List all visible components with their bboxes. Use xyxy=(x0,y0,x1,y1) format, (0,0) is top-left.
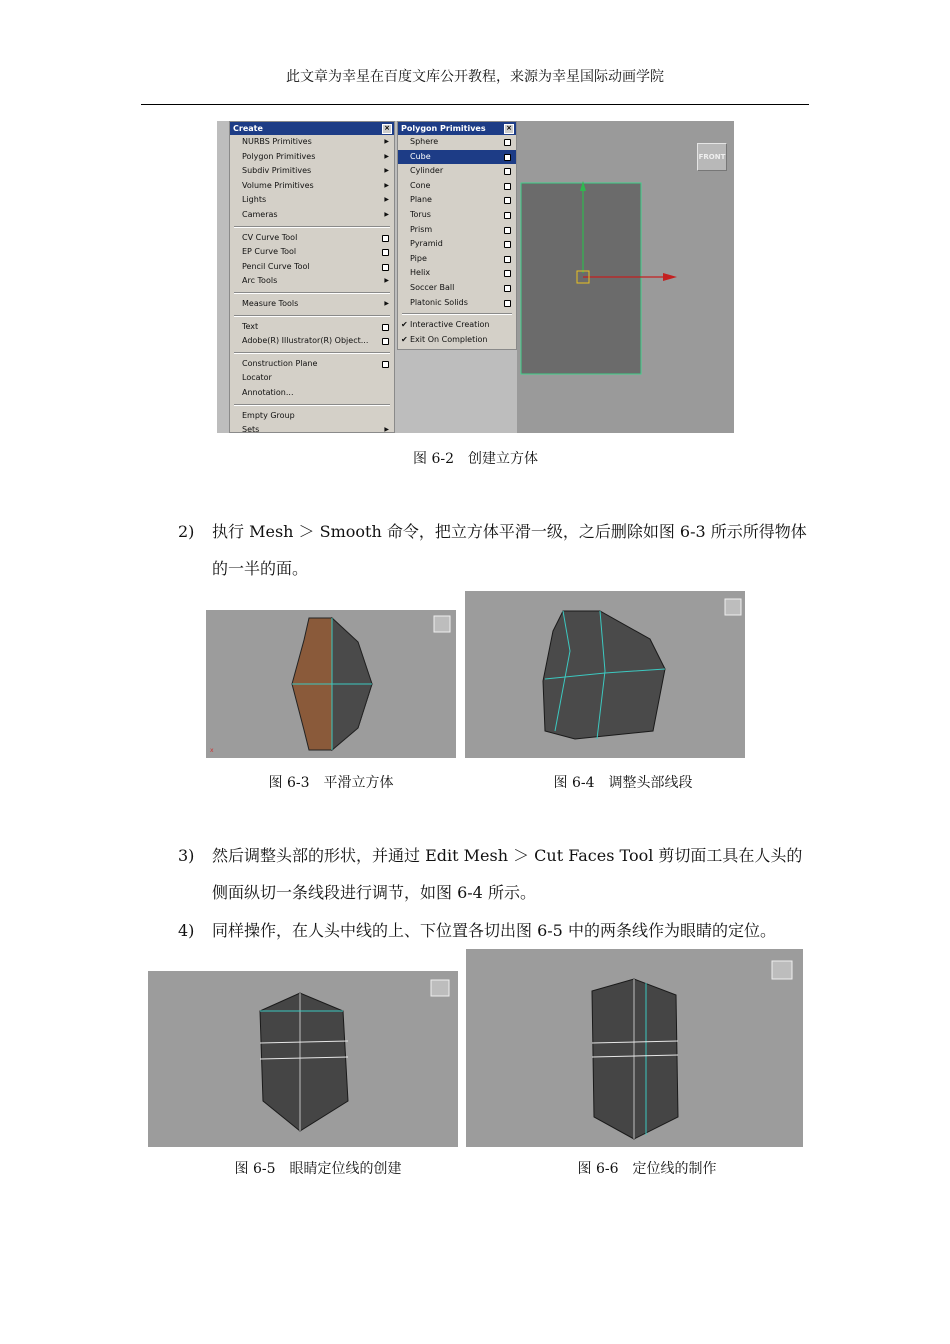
menu-item-label: Cylinder xyxy=(410,166,444,176)
polygon-menu-title xyxy=(398,122,516,135)
menu-item-label: Pencil Curve Tool xyxy=(242,261,310,271)
figure-6-5-screenshot xyxy=(148,971,458,1147)
submenu-arrow-icon: ▶ xyxy=(384,138,389,145)
polygon-menu-title-text: Polygon Primitives xyxy=(401,124,486,133)
figure-6-2-screenshot xyxy=(217,121,734,433)
figure-6-6-caption: 图 6-6 定位线的制作 xyxy=(577,1161,717,1177)
cube-front-view xyxy=(517,121,734,433)
smoothed-cube-render xyxy=(206,610,456,758)
menu-item-label: Cone xyxy=(410,180,431,190)
polygon-menu-check-item[interactable] xyxy=(398,333,516,348)
menu-item-label: Text xyxy=(242,321,259,331)
menu-item-label: Lights xyxy=(242,195,267,205)
submenu-arrow-icon: ▶ xyxy=(384,181,389,189)
option-box-icon[interactable] xyxy=(382,235,389,242)
menu-item-label: Prism xyxy=(410,224,433,234)
polygon-menu-item[interactable] xyxy=(398,208,516,223)
create-menu-title-text: Create xyxy=(233,124,263,133)
figure-6-6-screenshot xyxy=(466,949,803,1147)
menu-item-label: Annotation... xyxy=(242,387,294,397)
menu-separator xyxy=(402,313,512,315)
step-4-number: 4) xyxy=(178,921,195,940)
close-icon[interactable]: × xyxy=(504,124,514,134)
menu-item-label: Volume Primitives xyxy=(242,180,314,190)
figure-6-3-caption: 图 6-3 平滑立方体 xyxy=(268,775,394,791)
menu-item-label: Interactive Creation xyxy=(410,320,490,330)
create-menu-item[interactable] xyxy=(230,274,394,289)
polygon-menu-item[interactable] xyxy=(398,135,516,150)
polygon-menu-item[interactable] xyxy=(398,296,516,311)
menu-item-label: CV Curve Tool xyxy=(242,232,298,242)
checkmark-icon: ✔ xyxy=(401,334,408,344)
menu-item-label: NURBS Primitives xyxy=(242,137,312,146)
polygon-menu-item[interactable] xyxy=(398,281,516,296)
create-menu-item[interactable] xyxy=(230,193,394,208)
option-box-icon[interactable] xyxy=(504,256,511,263)
option-box-icon[interactable] xyxy=(504,168,511,175)
create-menu-item[interactable] xyxy=(230,386,394,401)
menu-item-label: Adobe(R) Illustrator(R) Object... xyxy=(242,336,369,346)
front-viewport xyxy=(517,121,734,433)
menu-item-label: EP Curve Tool xyxy=(242,247,297,257)
menu-item-label: Exit On Completion xyxy=(410,334,488,344)
create-menu-item[interactable] xyxy=(230,320,394,335)
option-box-icon[interactable] xyxy=(504,139,511,146)
submenu-arrow-icon: ▶ xyxy=(384,152,389,160)
menu-item-label: Soccer Ball xyxy=(410,282,455,292)
menu-item-label: Measure Tools xyxy=(242,298,299,308)
menu-item-label: Cameras xyxy=(242,209,278,219)
submenu-arrow-icon: ▶ xyxy=(384,196,389,204)
create-menu-item[interactable] xyxy=(230,297,394,312)
option-box-icon[interactable] xyxy=(382,338,389,345)
option-box-icon[interactable] xyxy=(504,227,511,234)
polygon-menu-item[interactable] xyxy=(398,150,516,165)
adjusted-head-render xyxy=(465,591,745,758)
option-box-icon[interactable] xyxy=(504,270,511,277)
create-menu-item[interactable] xyxy=(230,409,394,424)
header-rule xyxy=(141,104,809,105)
menu-item-label: Arc Tools xyxy=(242,276,278,286)
create-menu-item[interactable] xyxy=(230,135,394,150)
menu-item-label: Subdiv Primitives xyxy=(242,166,312,176)
create-menu-item[interactable] xyxy=(230,150,394,165)
option-box-icon[interactable] xyxy=(504,183,511,190)
menu-item-label: Cube xyxy=(410,151,431,161)
menu-separator xyxy=(234,315,390,317)
polygon-primitives-menu xyxy=(397,121,517,350)
option-box-icon[interactable] xyxy=(504,154,511,161)
menu-item-label: Pipe xyxy=(410,253,427,263)
option-box-icon[interactable] xyxy=(504,197,511,204)
submenu-arrow-icon: ▶ xyxy=(384,167,389,175)
polygon-menu-item[interactable] xyxy=(398,193,516,208)
create-menu-title xyxy=(230,122,394,135)
eye-guide-lines-render xyxy=(148,971,458,1147)
step-3-number: 3) xyxy=(178,846,195,865)
menu-separator xyxy=(234,352,390,354)
menu-item-label: Sphere xyxy=(410,137,439,146)
step-2-number: 2) xyxy=(178,522,195,541)
step-2-text: 执行 Mesh ＞ Smooth 命令，把立方体平滑一级，之后删除如图 6-3 所示所得物体的一半的面。 xyxy=(212,522,807,578)
submenu-arrow-icon: ▶ xyxy=(384,277,389,285)
create-menu-item[interactable] xyxy=(230,245,394,260)
option-box-icon[interactable] xyxy=(504,241,511,248)
step-3-text: 然后调整头部的形状，并通过 Edit Mesh ＞ Cut Faces Tool 剪切面工具在人头的侧面纵切一条线段进行调节，如图 6-4 所示。 xyxy=(212,846,803,902)
menu-item-label: Torus xyxy=(410,209,431,219)
svg-text:x: x xyxy=(210,747,214,754)
create-menu-item[interactable] xyxy=(230,423,394,433)
close-icon[interactable]: × xyxy=(382,124,392,134)
create-menu-item[interactable] xyxy=(230,371,394,386)
create-menu-item[interactable] xyxy=(230,208,394,223)
menu-item-label: Empty Group xyxy=(242,410,295,420)
figure-6-4-caption: 图 6-4 调整头部线段 xyxy=(553,775,693,791)
submenu-arrow-icon: ▶ xyxy=(384,299,389,307)
figure-6-5-caption: 图 6-5 眼睛定位线的创建 xyxy=(234,1161,402,1177)
menu-item-label: Pyramid xyxy=(410,239,443,249)
menu-item-label: Plane xyxy=(410,195,432,205)
option-box-icon[interactable] xyxy=(382,249,389,256)
create-menu-item[interactable] xyxy=(230,231,394,246)
polygon-menu-item[interactable] xyxy=(398,237,516,252)
option-box-icon[interactable] xyxy=(504,300,511,307)
polygon-menu-item[interactable] xyxy=(398,266,516,281)
menu-item-label: Polygon Primitives xyxy=(242,151,316,161)
figure-6-4-screenshot xyxy=(465,591,745,758)
polygon-menu-item[interactable] xyxy=(398,223,516,238)
menu-item-label: Helix xyxy=(410,268,431,278)
menu-item-label: Construction Plane xyxy=(242,358,318,368)
checkmark-icon: ✔ xyxy=(401,320,408,330)
option-box-icon[interactable] xyxy=(504,212,511,219)
figure-6-3-screenshot xyxy=(206,610,456,758)
create-menu-item[interactable] xyxy=(230,357,394,372)
polygon-menu-item[interactable] xyxy=(398,164,516,179)
option-box-icon[interactable] xyxy=(382,361,389,368)
menu-item-label: Sets xyxy=(242,425,260,433)
create-menu xyxy=(229,121,395,433)
guide-lines-render xyxy=(466,949,803,1147)
menu-item-label: Platonic Solids xyxy=(410,297,468,307)
option-box-icon[interactable] xyxy=(504,285,511,292)
step-4-text: 同样操作，在人头中线的上、下位置各切出图 6-5 中的两条线作为眼睛的定位。 xyxy=(212,921,776,940)
menu-separator xyxy=(234,292,390,294)
polygon-menu-item[interactable] xyxy=(398,179,516,194)
front-view-button[interactable]: FRONT xyxy=(697,143,727,171)
option-box-icon[interactable] xyxy=(382,324,389,331)
create-menu-item[interactable] xyxy=(230,164,394,179)
create-menu-item[interactable] xyxy=(230,179,394,194)
polygon-menu-item[interactable] xyxy=(398,252,516,267)
option-box-icon[interactable] xyxy=(382,264,389,271)
create-menu-item[interactable] xyxy=(230,260,394,275)
create-menu-item[interactable] xyxy=(230,334,394,349)
page-header: 此文章为幸星在百度文库公开教程，来源为幸星国际动画学院 xyxy=(286,69,664,85)
menu-separator xyxy=(234,226,390,228)
menu-separator xyxy=(234,404,390,406)
submenu-arrow-icon: ▶ xyxy=(384,426,389,433)
submenu-arrow-icon: ▶ xyxy=(384,210,389,218)
polygon-menu-check-item[interactable] xyxy=(398,318,516,333)
figure-6-2-caption: 图 6-2 创建立方体 xyxy=(413,451,538,467)
menu-item-label: Locator xyxy=(242,373,272,383)
